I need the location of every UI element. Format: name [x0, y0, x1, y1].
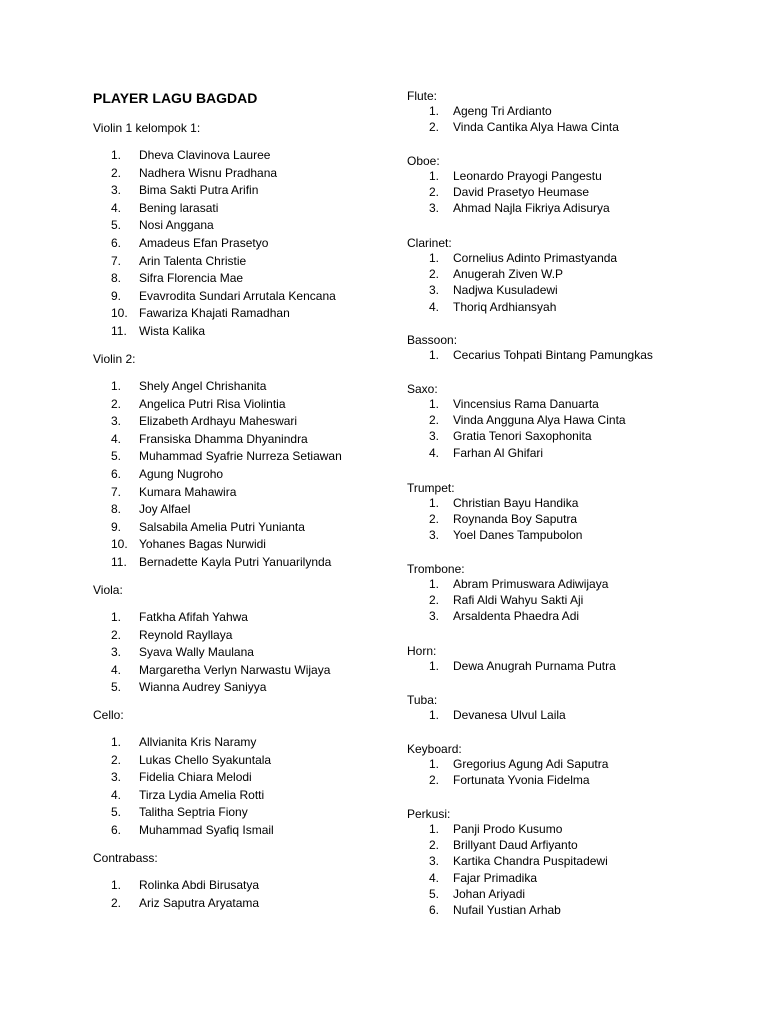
item-number: 6. — [111, 466, 122, 481]
list-item — [407, 902, 747, 918]
list-item — [407, 445, 747, 461]
list-item — [407, 511, 747, 527]
player-name: Angelica Putri Risa Violintia — [139, 396, 286, 411]
section-violin-1-kelompok-1 — [93, 120, 393, 341]
player-name: Fortunata Yvonia Fidelma — [453, 773, 590, 788]
section-heading: Viola: — [93, 583, 123, 597]
list-item — [407, 870, 747, 886]
list-item — [93, 554, 393, 572]
list-item — [93, 644, 393, 662]
player-name: Bima Sakti Putra Arifin — [139, 183, 259, 198]
player-name: Kartika Chandra Puspitadewi — [453, 854, 608, 869]
section-flute — [407, 88, 747, 135]
player-name: Fajar Primadika — [453, 870, 538, 885]
list-item — [407, 608, 747, 624]
list-item — [407, 184, 747, 200]
item-number: 1. — [111, 610, 122, 624]
item-number: 3. — [111, 770, 122, 785]
section-heading: Violin 1 kelompok 1: — [93, 121, 201, 135]
player-list — [407, 103, 747, 135]
item-number: 1. — [111, 878, 122, 892]
section-heading: Tuba: — [407, 693, 438, 707]
item-number: 3. — [429, 201, 440, 216]
player-name: Wista Kalika — [139, 323, 206, 338]
list-item — [93, 182, 393, 200]
page-title: PLAYER LAGU BAGDAD — [93, 90, 258, 106]
list-item — [407, 412, 747, 428]
player-list — [407, 495, 747, 544]
player-name: Fawariza Khajati Ramadhan — [139, 306, 290, 321]
section-heading: Contrabass: — [93, 851, 158, 865]
list-item — [407, 592, 747, 608]
list-item — [407, 527, 747, 543]
player-name: Yoel Danes Tampubolon — [453, 528, 583, 543]
item-number: 3. — [429, 528, 440, 543]
item-number: 8. — [111, 271, 122, 286]
player-name: Margaretha Verlyn Narwastu Wijaya — [139, 662, 331, 677]
list-item — [93, 877, 393, 895]
list-item — [407, 658, 747, 674]
list-item — [93, 305, 393, 323]
player-name: Nadjwa Kusuladewi — [453, 283, 558, 298]
list-item — [93, 501, 393, 519]
section-heading: Trumpet: — [407, 481, 455, 495]
player-list — [93, 609, 393, 697]
list-item — [407, 886, 747, 902]
player-name: Gratia Tenori Saxophonita — [453, 429, 592, 444]
item-number: 2. — [111, 752, 122, 767]
item-number: 4. — [429, 870, 440, 885]
section-heading: Bassoon: — [407, 333, 458, 347]
item-number: 9. — [111, 519, 122, 534]
player-name: Nosi Anggana — [139, 218, 214, 233]
player-name: Devanesa Ulvul Laila — [453, 708, 566, 722]
item-number: 1. — [429, 104, 440, 118]
section-heading: Violin 2: — [93, 352, 136, 366]
section-heading: Oboe: — [407, 154, 440, 168]
list-item — [407, 282, 747, 298]
list-item — [93, 804, 393, 822]
player-name: Leonardo Prayogi Pangestu — [453, 169, 602, 183]
list-item — [93, 396, 393, 414]
item-number: 1. — [111, 379, 122, 393]
list-item — [407, 576, 747, 592]
list-item — [93, 466, 393, 484]
list-item — [407, 396, 747, 412]
item-number: 1. — [429, 708, 440, 722]
player-name: Muhammad Syafrie Nurreza Setiawan — [139, 449, 342, 464]
player-name: Evavrodita Sundari Arrutala Kencana — [139, 288, 336, 303]
player-list — [93, 147, 393, 341]
list-item — [93, 895, 393, 913]
item-number: 11. — [111, 554, 127, 569]
player-list — [93, 378, 393, 572]
player-name: Wianna Audrey Saniyya — [139, 680, 267, 695]
player-name: Cecarius Tohpati Bintang Pamungkas — [453, 348, 653, 362]
section-perkusi — [407, 806, 747, 918]
item-number: 9. — [111, 288, 122, 303]
player-name: Anugerah Ziven W.P — [453, 267, 564, 282]
section-heading: Flute: — [407, 89, 438, 103]
item-number: 1. — [111, 735, 122, 749]
list-item — [407, 707, 747, 723]
item-number: 5. — [429, 886, 440, 901]
item-number: 1. — [429, 251, 440, 265]
player-name: Panji Prodo Kusumo — [453, 822, 563, 836]
item-number: 4. — [111, 787, 122, 802]
section-cello — [93, 707, 393, 840]
list-item — [407, 821, 747, 837]
item-number: 4. — [111, 200, 122, 215]
player-name: Abram Primuswara Adiwijaya — [453, 577, 609, 591]
player-name: Muhammad Syafiq Ismail — [139, 822, 274, 837]
item-number: 1. — [429, 757, 440, 771]
list-item — [93, 147, 393, 165]
player-list — [407, 821, 747, 918]
item-number: 2. — [429, 413, 440, 428]
item-number: 3. — [111, 645, 122, 660]
player-name: Ahmad Najla Fikriya Adisurya — [453, 201, 610, 216]
list-item — [93, 484, 393, 502]
list-item — [93, 378, 393, 396]
player-name: Arin Talenta Christie — [139, 253, 247, 268]
player-name: Salsabila Amelia Putri Yunianta — [139, 519, 305, 534]
player-list — [407, 168, 747, 217]
item-number: 1. — [429, 822, 440, 836]
list-item — [93, 165, 393, 183]
item-number: 2. — [111, 627, 122, 642]
item-number: 6. — [429, 902, 440, 917]
item-number: 2. — [429, 593, 440, 608]
player-name: Joy Alfael — [139, 502, 191, 517]
item-number: 2. — [111, 895, 122, 910]
section-contrabass — [93, 850, 393, 912]
player-name: Sifra Florencia Mae — [139, 271, 244, 286]
section-trumpet — [407, 480, 747, 544]
item-number: 5. — [111, 449, 122, 464]
player-list — [407, 250, 747, 315]
list-item — [93, 217, 393, 235]
section-heading: Trombone: — [407, 562, 465, 576]
player-name: Allvianita Kris Naramy — [139, 735, 257, 749]
player-name: Fidelia Chiara Melodi — [139, 770, 252, 785]
player-name: Fatkha Afifah Yahwa — [139, 610, 248, 624]
list-item — [93, 270, 393, 288]
player-name: Roynanda Boy Saputra — [453, 512, 578, 527]
item-number: 2. — [429, 512, 440, 527]
item-number: 2. — [429, 185, 440, 200]
list-item — [93, 679, 393, 697]
player-name: Yohanes Bagas Nurwidi — [139, 537, 266, 552]
item-number: 3. — [429, 609, 440, 624]
player-name: Amadeus Efan Prasetyo — [139, 235, 269, 250]
section-trombone — [407, 561, 747, 625]
player-name: Bening larasati — [139, 200, 219, 215]
list-item — [93, 787, 393, 805]
player-name: Vinda Angguna Alya Hawa Cinta — [453, 413, 626, 428]
player-list — [407, 347, 747, 363]
section-keyboard — [407, 741, 747, 788]
item-number: 10. — [111, 306, 128, 321]
section-oboe — [407, 153, 747, 217]
item-number: 3. — [429, 854, 440, 869]
player-list — [407, 756, 747, 788]
player-name: Reynold Rayllaya — [139, 627, 233, 642]
player-name: Johan Ariyadi — [453, 886, 526, 901]
item-number: 7. — [111, 253, 122, 268]
list-item — [407, 495, 747, 511]
item-number: 2. — [111, 396, 122, 411]
item-number: 1. — [111, 148, 122, 162]
item-number: 1. — [429, 397, 440, 411]
section-heading: Horn: — [407, 644, 437, 658]
item-number: 5. — [111, 680, 122, 695]
list-item — [93, 609, 393, 627]
item-number: 5. — [111, 805, 122, 820]
item-number: 5. — [111, 218, 122, 233]
player-name: David Prasetyo Heumase — [453, 185, 590, 200]
section-heading: Perkusi: — [407, 807, 451, 821]
player-name: Fransiska Dhamma Dhyanindra — [139, 431, 308, 446]
list-item — [93, 323, 393, 341]
section-heading: Cello: — [93, 708, 124, 722]
player-name: Vinda Cantika Alya Hawa Cinta — [453, 120, 619, 135]
list-item — [93, 822, 393, 840]
player-name: Farhan Al Ghifari — [453, 445, 544, 460]
section-viola — [93, 582, 393, 697]
player-name: Dewa Anugrah Purnama Putra — [453, 659, 616, 673]
section-saxo — [407, 381, 747, 461]
list-item — [407, 299, 747, 315]
player-name: Rafi Aldi Wahyu Sakti Aji — [453, 593, 584, 608]
list-item — [93, 662, 393, 680]
player-name: Thoriq Ardhiansyah — [453, 299, 557, 314]
list-item — [93, 519, 393, 537]
player-name: Elizabeth Ardhayu Maheswari — [139, 414, 298, 429]
item-number: 2. — [111, 165, 122, 180]
item-number: 3. — [111, 183, 122, 198]
item-number: 2. — [429, 838, 440, 853]
list-item — [93, 253, 393, 271]
list-item — [407, 103, 747, 119]
player-list — [407, 658, 747, 674]
player-name: Brillyant Daud Arfiyanto — [453, 838, 578, 853]
list-item — [407, 168, 747, 184]
list-item — [407, 756, 747, 772]
player-name: Talitha Septria Fiony — [139, 805, 248, 820]
item-number: 1. — [429, 577, 440, 591]
section-heading: Keyboard: — [407, 742, 462, 756]
player-name: Nufail Yustian Arhab — [453, 902, 561, 917]
item-number: 1. — [429, 659, 440, 673]
item-number: 2. — [429, 120, 440, 135]
list-item — [93, 413, 393, 431]
list-item — [407, 266, 747, 282]
player-name: Cornelius Adinto Primastyanda — [453, 251, 618, 265]
list-item — [407, 119, 747, 135]
list-item — [407, 250, 747, 266]
list-item — [407, 428, 747, 444]
list-item — [93, 734, 393, 752]
player-list — [93, 734, 393, 840]
player-name: Bernadette Kayla Putri Yanuarilynda — [139, 554, 332, 569]
player-list — [407, 396, 747, 461]
player-list — [93, 877, 393, 912]
list-item — [93, 200, 393, 218]
list-item — [93, 448, 393, 466]
item-number: 4. — [111, 431, 122, 446]
item-number: 1. — [429, 169, 440, 183]
list-item — [93, 288, 393, 306]
player-name: Vincensius Rama Danuarta — [453, 397, 599, 411]
section-violin-2 — [93, 351, 393, 572]
list-item — [407, 853, 747, 869]
item-number: 2. — [429, 267, 440, 282]
list-item — [93, 752, 393, 770]
list-item — [407, 200, 747, 216]
item-number: 6. — [111, 822, 122, 837]
item-number: 4. — [429, 299, 440, 314]
player-name: Ariz Saputra Aryatama — [139, 895, 260, 910]
item-number: 8. — [111, 502, 122, 517]
section-heading: Saxo: — [407, 382, 438, 396]
player-name: Ageng Tri Ardianto — [453, 104, 552, 118]
item-number: 4. — [111, 662, 122, 677]
list-item — [93, 536, 393, 554]
item-number: 1. — [429, 348, 440, 362]
player-name: Nadhera Wisnu Pradhana — [139, 165, 278, 180]
item-number: 10. — [111, 537, 128, 552]
player-name: Agung Nugroho — [139, 466, 224, 481]
section-heading: Clarinet: — [407, 236, 452, 250]
section-tuba — [407, 692, 747, 723]
item-number: 3. — [429, 283, 440, 298]
player-name: Kumara Mahawira — [139, 484, 237, 499]
list-item — [407, 347, 747, 363]
list-item — [93, 769, 393, 787]
player-name: Syava Wally Maulana — [139, 645, 254, 660]
player-name: Tirza Lydia Amelia Rotti — [139, 787, 265, 802]
list-item — [93, 627, 393, 645]
item-number: 4. — [429, 445, 440, 460]
player-name: Christian Bayu Handika — [453, 496, 579, 510]
player-name: Arsaldenta Phaedra Adi — [453, 609, 580, 624]
list-item — [93, 431, 393, 449]
item-number: 2. — [429, 773, 440, 788]
player-name: Rolinka Abdi Birusatya — [139, 878, 260, 892]
list-item — [93, 235, 393, 253]
section-horn — [407, 643, 747, 674]
player-name: Lukas Chello Syakuntala — [139, 752, 272, 767]
list-item — [407, 837, 747, 853]
section-clarinet — [407, 235, 747, 315]
item-number: 6. — [111, 235, 122, 250]
player-list — [407, 576, 747, 625]
player-list — [407, 707, 747, 723]
player-name: Gregorius Agung Adi Saputra — [453, 757, 609, 771]
item-number: 7. — [111, 484, 122, 499]
item-number: 3. — [429, 429, 440, 444]
item-number: 3. — [111, 414, 122, 429]
item-number: 11. — [111, 323, 127, 338]
player-name: Shely Angel Chrishanita — [139, 379, 267, 393]
player-name: Dheva Clavinova Lauree — [139, 148, 271, 162]
section-bassoon — [407, 332, 747, 363]
list-item — [407, 772, 747, 788]
item-number: 1. — [429, 496, 440, 510]
